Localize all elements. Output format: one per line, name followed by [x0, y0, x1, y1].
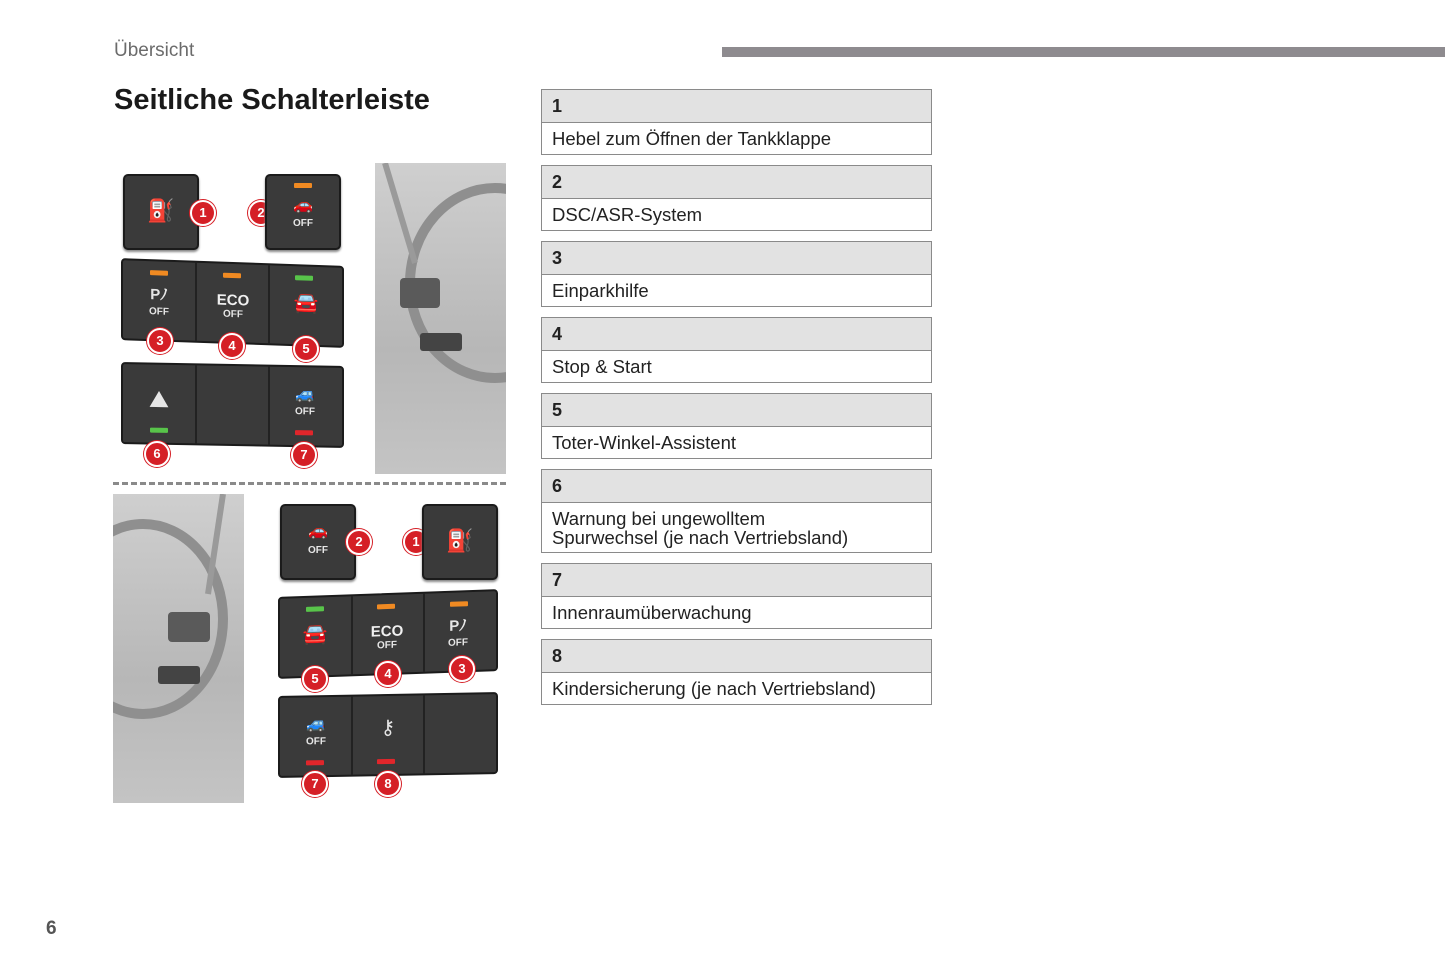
section-label: Übersicht [114, 40, 195, 61]
interior-monitor-off-text: OFF [306, 736, 326, 748]
interior-monitor-icon[interactable]: 🚙 [306, 716, 326, 734]
legend-item [541, 241, 932, 307]
legend-number: 6 [542, 470, 931, 503]
park-p-text: P [150, 286, 161, 304]
legend-text: Einparkhilfe [552, 280, 649, 301]
child-lock-led [377, 759, 395, 764]
fuel-pump-icon: ⛽ [446, 528, 474, 553]
park-assist-icon[interactable]: Pﾉ [449, 617, 467, 635]
dashboard-photo-lhd [375, 163, 506, 474]
switch-strip-lower [121, 362, 344, 448]
page-number: 6 [46, 918, 57, 939]
strip-divider [423, 695, 425, 773]
dashed-separator [113, 482, 506, 485]
eco-led [377, 604, 395, 610]
dsc-off-text: OFF [293, 218, 313, 229]
dsc-off-text: OFF [308, 545, 328, 556]
strip-divider [351, 596, 353, 674]
strip-divider [195, 365, 197, 443]
strip-divider [351, 697, 353, 775]
eco-text[interactable]: ECO [370, 622, 404, 641]
park-assist-off-text: OFF [448, 637, 468, 649]
legend-list [541, 89, 932, 715]
park-assist-led [150, 270, 168, 276]
legend-number: 4 [542, 318, 931, 351]
fuel-pump-icon: ⛽ [147, 198, 175, 223]
badge-3-rhd: 3 [449, 656, 475, 682]
strip-divider [268, 265, 270, 343]
legend-text: Innenraumüberwachung [552, 602, 752, 623]
badge-1: 1 [190, 200, 216, 226]
steering-wheel-illustration-rhd [113, 494, 244, 803]
badge-5-rhd: 5 [302, 666, 328, 692]
badge-2: 2 [248, 200, 274, 226]
badge-4-rhd: 4 [375, 661, 401, 687]
blind-spot-icon[interactable]: 🚘 [293, 292, 319, 316]
eco-off-text: OFF [377, 639, 397, 652]
fuel-flap-switch-rhd[interactable] [422, 504, 498, 580]
dsc-led [294, 183, 312, 188]
legend-item [541, 393, 932, 459]
blind-spot-led [306, 606, 324, 612]
park-assist-off-text: OFF [149, 306, 169, 318]
dashboard-photo-rhd [113, 494, 244, 803]
badge-1-rhd: 1 [403, 529, 429, 555]
legend-text: Warnung bei ungewolltem Spurwechsel (je nach Vertriebsland) [552, 508, 849, 548]
badge-6: 6 [144, 441, 170, 467]
blind-spot-icon[interactable]: 🚘 [302, 623, 328, 646]
legend-text: DSC/ASR-System [552, 204, 703, 225]
fuel-flap-switch[interactable] [123, 174, 199, 250]
legend-text: Hebel zum Öffnen der Tankklappe [552, 128, 832, 149]
legend-number: 7 [542, 564, 931, 597]
legend-item [541, 317, 932, 383]
page-title: Seitliche Schalterleiste [114, 84, 430, 116]
badge-5: 5 [293, 336, 319, 362]
legend-text: Kindersicherung (je nach Vertriebsland) [552, 678, 876, 699]
legend-number: 1 [542, 90, 931, 123]
switch-strip-lower-rhd [278, 692, 498, 778]
legend-item [541, 89, 932, 155]
legend-item [541, 165, 932, 231]
legend-number: 2 [542, 166, 931, 199]
eco-off-text: OFF [223, 308, 243, 321]
legend-number: 8 [542, 640, 931, 673]
skid-car-icon: 🚗 [293, 197, 313, 214]
badge-7: 7 [291, 442, 317, 468]
child-lock-icon[interactable]: ⚷ [380, 716, 396, 740]
badge-8-rhd: 8 [375, 771, 401, 797]
legend-number: 3 [542, 242, 931, 275]
legend-item [541, 563, 932, 629]
lane-departure-led [150, 428, 168, 433]
interior-monitor-icon[interactable]: 🚙 [295, 386, 315, 404]
steering-wheel-illustration [375, 163, 506, 474]
interior-monitor-off-text: OFF [295, 406, 315, 418]
dsc-asr-switch[interactable] [265, 174, 341, 250]
legend-item [541, 469, 932, 553]
interior-monitor-led [306, 760, 324, 765]
badge-4: 4 [219, 333, 245, 359]
badge-2-rhd: 2 [346, 529, 372, 555]
legend-text: Stop & Start [552, 356, 652, 377]
header-bar [722, 47, 1445, 57]
interior-monitor-led [295, 430, 313, 435]
eco-text[interactable]: ECO [216, 291, 250, 310]
lane-departure-icon[interactable]: ⛰ [149, 386, 169, 412]
strip-divider [195, 263, 197, 341]
legend-item [541, 639, 932, 705]
badge-3: 3 [147, 328, 173, 354]
strip-divider [423, 594, 425, 672]
park-p-text: P [449, 617, 460, 635]
eco-led [223, 273, 241, 279]
badge-7-rhd: 7 [302, 771, 328, 797]
blind-spot-led [295, 275, 313, 281]
skid-car-icon: 🚗 [308, 523, 328, 540]
strip-divider [268, 367, 270, 445]
dsc-asr-switch-rhd[interactable] [280, 504, 356, 580]
legend-text: Toter-Winkel-Assistent [552, 432, 737, 453]
park-assist-led [450, 601, 468, 607]
legend-number: 5 [542, 394, 931, 427]
park-assist-icon[interactable]: Pﾉ [150, 286, 168, 304]
switch-panel-figure [113, 163, 506, 803]
